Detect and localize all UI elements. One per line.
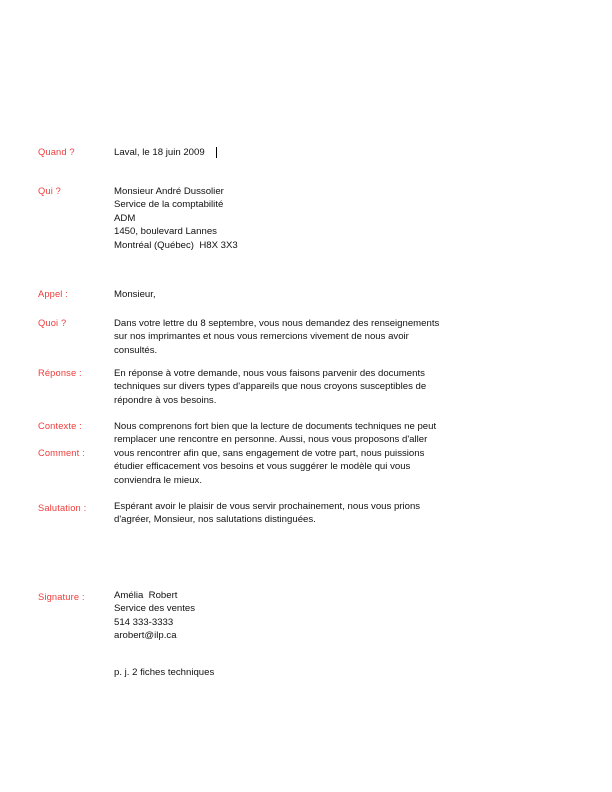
closing-paragraph <box>114 500 490 527</box>
context-line: remplacer une rencontre en personne. Aussi, nous vous proposons d'aller <box>114 434 428 446</box>
subject-line: sur nos imprimantes et nous vous remercions vivement de nous avoir <box>114 331 409 343</box>
enclosure-note <box>114 666 490 679</box>
recipient-line: Service de la comptabilité <box>114 199 224 211</box>
greeting-line <box>114 288 490 301</box>
context-paragraph <box>114 420 490 487</box>
recipient-line: 1450, boulevard Lannes <box>114 226 217 238</box>
date-line[interactable] <box>114 146 490 159</box>
closing-line: d'agréer, Monsieur, nos salutations distinguées. <box>114 514 316 526</box>
recipient-line: Monsieur André Dussolier <box>114 186 224 197</box>
label-signature: Signature : <box>38 592 85 602</box>
label-salutation: Salutation : <box>38 503 87 513</box>
enclosure-text: p. j. 2 fiches techniques <box>114 667 215 678</box>
recipient-line: Montréal (Québec) H8X 3X3 <box>114 239 238 251</box>
response-line: En réponse à votre demande, nous vous faisons parvenir des documents <box>114 368 425 379</box>
closing-line: Espérant avoir le plaisir de vous servir prochainement, nous vous prions <box>114 501 421 512</box>
subject-paragraph <box>114 317 490 357</box>
response-line: répondre à vos besoins. <box>114 394 217 406</box>
recipient-line: ADM <box>114 212 136 224</box>
subject-line: Dans votre lettre du 8 septembre, vous nous demandez des renseignements <box>114 318 440 329</box>
signature-phone: 514 333-3333 <box>114 616 174 628</box>
label-reponse: Réponse : <box>38 368 82 378</box>
signature-department: Service des ventes <box>114 603 196 615</box>
signature-block <box>114 589 490 643</box>
label-qui: Qui ? <box>38 186 61 196</box>
context-line: étudier efficacement vos besoins et vous suggérer le modèle qui vous <box>114 461 411 473</box>
greeting-text: Monsieur, <box>114 289 156 300</box>
label-appel: Appel : <box>38 289 68 299</box>
response-line: techniques sur divers types d'appareils que nous croyons susceptibles de <box>114 381 427 393</box>
label-quand: Quand ? <box>38 147 75 157</box>
label-contexte: Contexte : <box>38 421 82 431</box>
context-line: Nous comprenons fort bien que la lecture de documents techniques ne peut <box>114 421 437 432</box>
text-caret <box>216 147 217 158</box>
signature-name: Amélia Robert <box>114 590 178 601</box>
label-comment: Comment : <box>38 448 85 458</box>
signature-email[interactable]: arobert@ilp.ca <box>114 630 177 642</box>
subject-line: consultés. <box>114 344 158 356</box>
response-paragraph <box>114 367 490 407</box>
context-line: vous rencontrer afin que, sans engagement de votre part, nous puissions <box>114 447 425 459</box>
recipient-address <box>114 185 490 252</box>
date-text: Laval, le 18 juin 2009 <box>114 147 205 158</box>
label-quoi: Quoi ? <box>38 318 67 328</box>
context-line: conviendra le mieux. <box>114 474 202 486</box>
